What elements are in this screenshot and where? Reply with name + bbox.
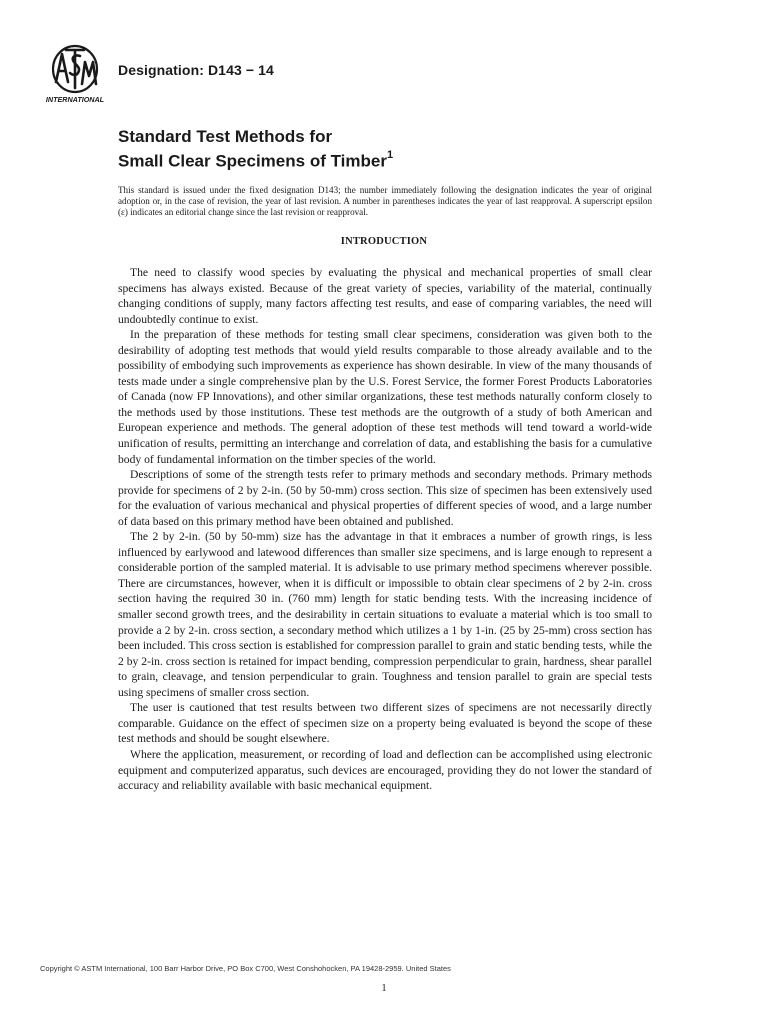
intro-paragraph-3: Descriptions of some of the strength tests refer to primary methods and secondary methods. Primary methods provide for specimens of 2 by 2-in. (50 by 50-mm) cross section. This size of specimen has been extensively used for the evaluation of various mechanical and physical properties of different species of wood, and a large number of data based on this primary method have been obtained and published. (118, 468, 652, 528)
copyright-footer: Copyright © ASTM International, 100 Barr Harbor Drive, PO Box C700, West Conshohocken, PA 19428-2959. United States (40, 964, 451, 973)
intro-paragraph-4: The 2 by 2-in. (50 by 50-mm) size has the advantage in that it embraces a number of growth rings, is less influenced by earlywood and latewood differences than smaller size specimens, and is large enough to represent a considerable portion of the sampled material. It is advisable to use primary method specimens wherever possible. There are circumstances, however, when it is difficult or impossible to obtain clear specimens of 2 by 2-in. cross section having the required 30 in. (760 mm) length for static bending tests. With the increasing incidence of smaller second growth trees, and the desirability in certain situations to evaluate a material which is too small to provide a 2 by 2-in. cross section, a secondary method which utilizes a 1 by 1-in. (25 by 25-mm) cross section has been included. This cross section is established for compression parallel to grain and static bending tests, while the 2 by 2-in. cross section is retained for impact bending, compression perpendicular to grain, hardness, shear parallel to grain, cleavage, and tension perpendicular to grain. Toughness and tension parallel to grain are special tests using specimens of smaller cross section. (118, 530, 652, 699)
issued-note: This standard is issued under the fixed designation D143; the number immediately following the designation indicates the year of original adoption or, in the case of revision, the year of last revision. A number in parentheses indicates the year of last reapproval. A superscript epsilon (ε) indicates an editorial change since the last revision or reapproval. (118, 185, 652, 217)
intro-paragraph-6: Where the application, measurement, or recording of load and deflection can be accomplished using electronic equipment and computerized apparatus, such devices are encouraged, providing they do not lower the standard of accuracy and reliability available with basic mechanical equipment. (118, 747, 652, 793)
svg-text:INTERNATIONAL: INTERNATIONAL (45, 95, 105, 104)
intro-paragraph-5: The user is cautioned that test results between two different sizes of specimens are not necessarily directly comparable. Guidance on the effect of specimen size on a property being evaluated is beyond the scope of these test methods and should be sought elsewhere. (118, 701, 652, 746)
introduction-heading: INTRODUCTION (340, 236, 428, 247)
page-number: 1 (381, 983, 387, 994)
astm-logo (40, 44, 110, 106)
title-line-2: Small Clear Specimens of Timber$^1$ (118, 149, 394, 171)
title-line-1: Standard Test Methods for (118, 127, 333, 146)
introduction-body (118, 265, 652, 794)
intro-paragraph-1: The need to classify wood species by evaluating the physical and mechanical properties of small clear specimens has always existed. Because of the great variety of species, variability of the material, continually changing conditions of supply, many factors affecting test results, and ease of comparing variables, the need will undoubtedly continue to exist. (118, 266, 652, 326)
intro-paragraph-2: In the preparation of these methods for testing small clear specimens, consideration was given both to the desirability of adopting test methods that would yield results comparable to those already available and to the possibility of embodying such improvements as experience has shown desirable. In view of the many thousands of tests made under a single comprehensive plan by the U.S. Forest Service, the former Forest Products Laboratories of Canada (now FP Innovations), and other similar organizations, these test methods naturally conform closely to the methods used by those institutions. These test methods are the outgrowth of a study of both American and European experience and methods. The general adoption of these test methods will tend toward a world-wide unification of results, permitting an interchange and correlation of data, and establishing the basis for a cumulative body of fundamental information on the timber species of the world. (118, 328, 652, 466)
document-title (118, 126, 393, 172)
designation-label: Designation: D143 − 14 (118, 62, 274, 78)
title-footnote-mark: 1 (386, 149, 394, 161)
